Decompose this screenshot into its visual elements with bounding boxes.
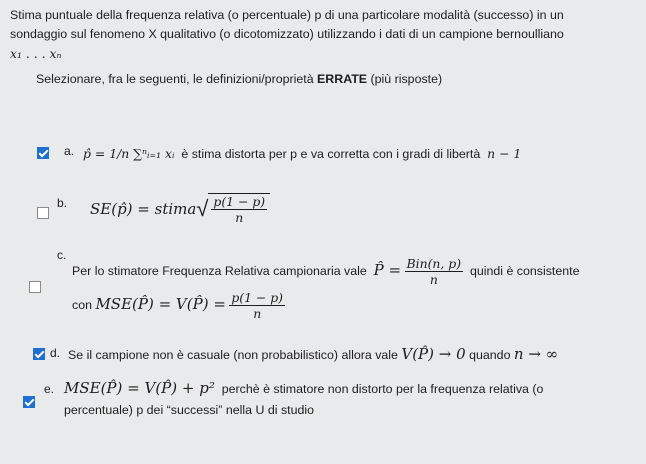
question-text [10, 6, 636, 63]
option-b[interactable]: SE(p̂) = stima√ $\frac{p(1 - p)}{n}$ [90, 193, 270, 225]
option-e-formula: MSE(P̂) = V(P̂) + p² [64, 379, 215, 397]
option-c-formula-1-frac: $\frac{\text{Bin(n, p)}}{n}$ [406, 256, 462, 287]
option-a[interactable] [83, 146, 521, 161]
option-c-checkbox[interactable] [29, 281, 41, 293]
question-line-3: x₁ . . . xₙ [10, 46, 62, 61]
option-c-line-2[interactable] [72, 290, 285, 321]
option-e-checkbox[interactable] [23, 396, 35, 408]
option-c-text-2: quindi è consistente [469, 263, 580, 278]
option-c-formula-1-left: P̂ = [373, 260, 402, 279]
option-a-letter: a. [64, 144, 75, 158]
option-e[interactable] [64, 379, 543, 397]
option-e-line-2: percentuale) p dei “successi” nella U di studio [64, 403, 315, 417]
question-line-1: Stima puntuale della frequenza relativa (o percentuale) p di una particolare modalità (successo) in un [10, 8, 564, 22]
option-c-letter: c. [57, 248, 67, 262]
option-d-formula-2: n → ∞ [513, 345, 559, 363]
option-c-formula-2-frac: $\frac{p(1 - p)}{n}$ [231, 290, 284, 321]
option-b-num: p(1 − p) [213, 194, 266, 209]
option-a-checkbox[interactable] [37, 147, 49, 159]
option-d-checkbox[interactable] [33, 348, 45, 360]
option-b-checkbox[interactable] [37, 207, 49, 219]
instruction-bold: ERRATE [317, 72, 368, 86]
option-b-den: n [235, 210, 244, 225]
option-d-text: Se il campione non è casuale (non probabilistico) allora vale [68, 348, 398, 362]
question-line-2: sondaggio sul fenomeno X qualitativo (o dicotomizzato) utilizzando i dati di un campione bernoulliano [10, 27, 564, 41]
option-d-text-2: quando [469, 348, 511, 362]
option-d-letter: d. [50, 346, 61, 360]
option-d-formula: V(P̂) → 0 [401, 345, 466, 363]
option-a-text: è stima distorta per p e va corretta con i gradi di libertà [181, 147, 481, 161]
option-d[interactable] [68, 345, 558, 363]
option-c-text-1: Per lo stimatore Frequenza Relativa campionaria vale [72, 263, 367, 278]
option-b-letter: b. [57, 196, 68, 210]
option-a-formula: p̂ = 1/n ∑ⁿᵢ₌₁ xᵢ [83, 146, 175, 161]
option-e-letter: e. [44, 382, 55, 396]
option-c-prefix: con [72, 297, 92, 312]
option-a-tail: n − 1 [487, 146, 522, 161]
option-c-line-1[interactable] [72, 256, 579, 287]
instruction: Selezionare, fra le seguenti, le definizioni/proprietà ERRATE (più risposte) [36, 72, 443, 86]
option-b-formula-left: SE(p̂) = stima [90, 200, 197, 218]
option-c-formula-2-left: MSE(P̂) = V(P̂) = [95, 294, 226, 313]
option-e-text: perchè è stimatore non distorto per la frequenza relativa (o [221, 382, 544, 396]
